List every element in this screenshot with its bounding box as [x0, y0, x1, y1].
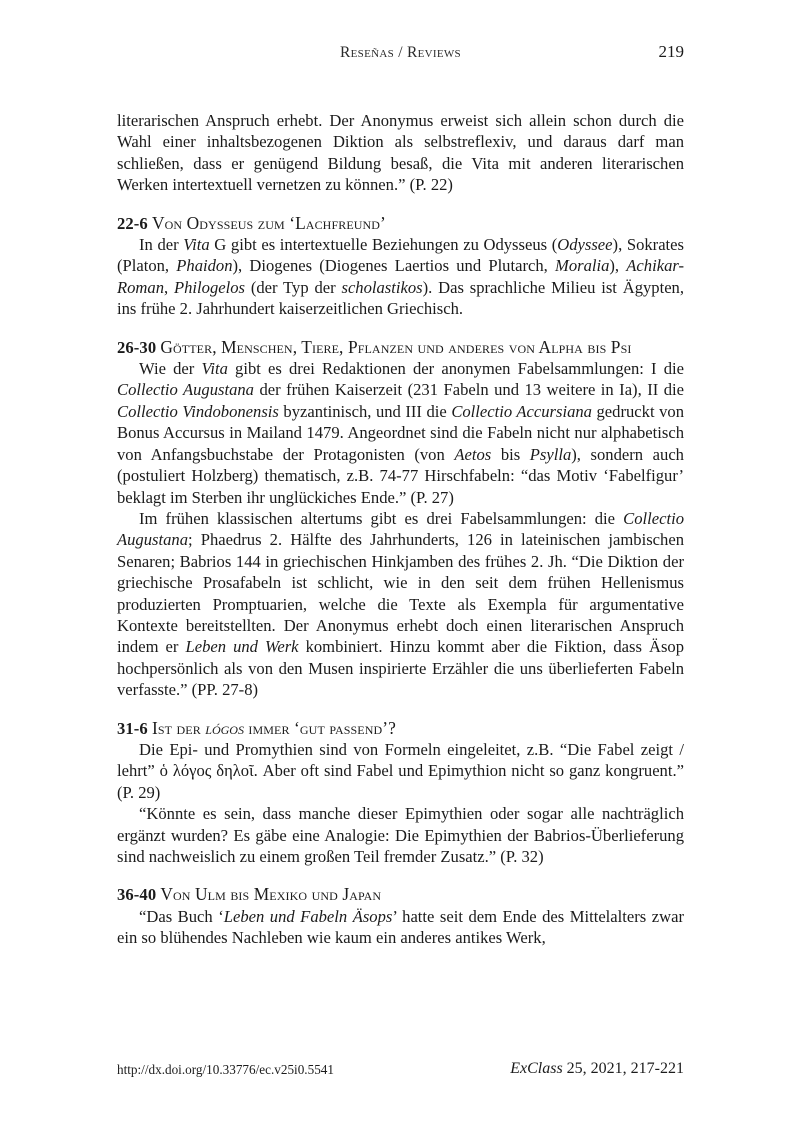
journal-name: ExClass [510, 1060, 563, 1077]
italic-text: Psylla [529, 444, 572, 464]
text-run: kombiniert. Hinzu kommt aber die Fiktion, dass Äsop hochpersönlich als von den Musen inspirierte Erzähler die uns überlieferten Fabeln verfasste.” (PP. 27-8) [117, 637, 685, 700]
section-number: 22-6 [117, 213, 148, 233]
text-run: In der [139, 235, 184, 255]
text-run: Die Epi- und Promythien sind von Formeln eingeleitet, z.B. “Die Fabel zeigt / lehrt” [117, 739, 684, 781]
italic-text: Odyssee [557, 235, 613, 255]
italic-text: Phaidon [176, 256, 233, 276]
text-run: der frühen Kaiserzeit (231 Fabeln und 13 weitere in Ia), II die [253, 380, 684, 400]
text-run: , [164, 277, 174, 297]
section-heading-31-6 [117, 718, 684, 739]
italic-text: scholastikos [341, 277, 423, 297]
doi-link[interactable]: http://dx.doi.org/10.33776/ec.v25i0.5541 [117, 1062, 334, 1077]
paragraph [117, 803, 684, 867]
text-run: . Aber oft sind Fabel und Epimythion nicht so ganz kongruent.” (P. 29) [117, 761, 684, 802]
page-footer [117, 1062, 684, 1082]
text-run: bis [491, 444, 530, 464]
section-number: 26-30 [117, 337, 157, 357]
paragraph [117, 358, 684, 508]
text-run: ), Sokrates (Platon, [117, 235, 684, 276]
heading-smallcaps: Ist der [151, 717, 206, 738]
italic-text: Vita [201, 359, 228, 379]
section-number: 36-40 [117, 885, 157, 905]
text-run: gedruckt von Bonus Accursus in Mailand 1479. Angeordnet sind die Fabeln nicht nur alphabetisch von Anfangsbuchstabe der Protagonisten (von [117, 401, 684, 464]
text-run: ), Diogenes (Diogenes Laertios und Plutarch, [232, 256, 555, 276]
text-run: Im frühen klassischen altertums gibt es drei Fabelsammlungen: die [139, 508, 624, 528]
text-run: ’ hatte seit dem Ende des Mittelalters zwar ein so blühendes Nachleben wie kaum ein anderes antikes Werk, [117, 906, 684, 948]
section-number: 31-6 [117, 718, 148, 738]
section-22-6 [117, 213, 684, 320]
text-run: (der Typ der [244, 277, 342, 297]
italic-text: Philogelos [174, 277, 245, 297]
greek-text: ὁ λόγος δηλοῖ [159, 761, 254, 781]
text-run: ). Das sprachliche Milieu ist Ägypten, ins frühe 2. Jahrhundert kaiserzeitlichen Griechisch. [117, 277, 685, 319]
italic-text: Collectio Accursiana [451, 401, 592, 421]
italic-text: Collectio Augustana [117, 380, 254, 400]
section-31-6 [117, 718, 684, 868]
running-head [117, 44, 684, 66]
section-title: Götter, Menschen, Tiere, Pflanzen und anderes von Alpha bis Psi [160, 336, 632, 357]
italic-text: Leben und Fabeln Äsops [223, 906, 393, 926]
heading-smallcaps: immer ‘gut passend’? [243, 717, 396, 738]
text-run: gibt es drei Redaktionen der anonymen Fabelsammlungen: I die [227, 359, 684, 379]
heading-italic-smallcaps: lógos [205, 717, 244, 738]
paragraph [117, 906, 684, 949]
section-36-40 [117, 884, 684, 948]
text-run: ; Phaedrus 2. Hälfte des Jahrhunderts, 126 in lateinischen jambischen Senaren; Babrios 144 in griechischen Hinkjamben des frühes 2. Jh. “Die Diktion der griechische Prosafabeln ist schlicht, wie in den seit dem frühen Hellenismus produzierten Promptuarien, welche die Texte als Exempla für argumentative Kontexte bereitstellten. Der Anonymus erhebt doch einen literarischen Anspruch indem er [117, 530, 684, 657]
paragraph [117, 234, 684, 320]
italic-text: Achikar-Roman [117, 256, 685, 297]
italic-text: Collectio Vindobonensis [117, 401, 279, 421]
section-heading-22-6 [117, 213, 684, 234]
text-column [117, 110, 684, 949]
italic-text: Moralia [555, 256, 610, 276]
paragraph [117, 739, 684, 803]
italic-text: Leben und Werk [185, 637, 299, 657]
section-26-30 [117, 337, 684, 701]
text-run: byzantinisch, und III die [278, 401, 452, 421]
page-number: 219 [658, 42, 684, 61]
section-title: Von Odysseus zum ‘Lachfreund’ [151, 212, 386, 233]
text-run: “Das Buch ‘ [139, 906, 224, 926]
italic-text: Vita [183, 235, 210, 255]
section-heading-26-30 [117, 337, 684, 358]
italic-text: Aetos [454, 444, 492, 464]
journal-citation-detail: 25, 2021, 217-221 [562, 1060, 684, 1077]
paragraph-continued: literarischen Anspruch erhebt. Der Anonymus erweist sich allein schon durch die Wahl einer inhaltsbezogenen Diktion als selbstreflexiv, und daraus darf man schließen, dass er genügend Bildung besaß, die Vita mit anderen literarischen Werken intertextuell vernetzen zu können.” (P. 22) [117, 111, 684, 195]
running-head-title: Reseñas / Reviews [340, 44, 461, 61]
section-title [152, 719, 396, 738]
section-heading-36-40 [117, 884, 684, 905]
text-run: ), sondern auch (postuliert Holzberg) thematisch, z.B. 74-77 Hirschfabeln: “das Motiv ‘Fabelfigur’ beklagt im Sterben ihr unglückiches Ende.” (P. 27) [117, 444, 684, 507]
italic-text: Collectio Augustana [117, 508, 684, 550]
text-run: G gibt es intertextuelle Beziehungen zu Odysseus ( [209, 235, 558, 255]
text-run: “Könnte es sein, dass manche dieser Epimythien oder sogar alle nachträglich ergänzt wurden? Es gäbe eine Analogie: Die Epimythien der Babrios-Überlieferung sind nachweislich zu einem großen Teil fremder Zusatz.” (P. 32) [117, 804, 684, 866]
section-title: Von Ulm bis Mexiko und Japan [160, 884, 382, 905]
text-run: ), [609, 256, 627, 276]
journal-citation [510, 1060, 684, 1078]
text-run: Wie der [139, 359, 202, 379]
paragraph [117, 508, 684, 701]
